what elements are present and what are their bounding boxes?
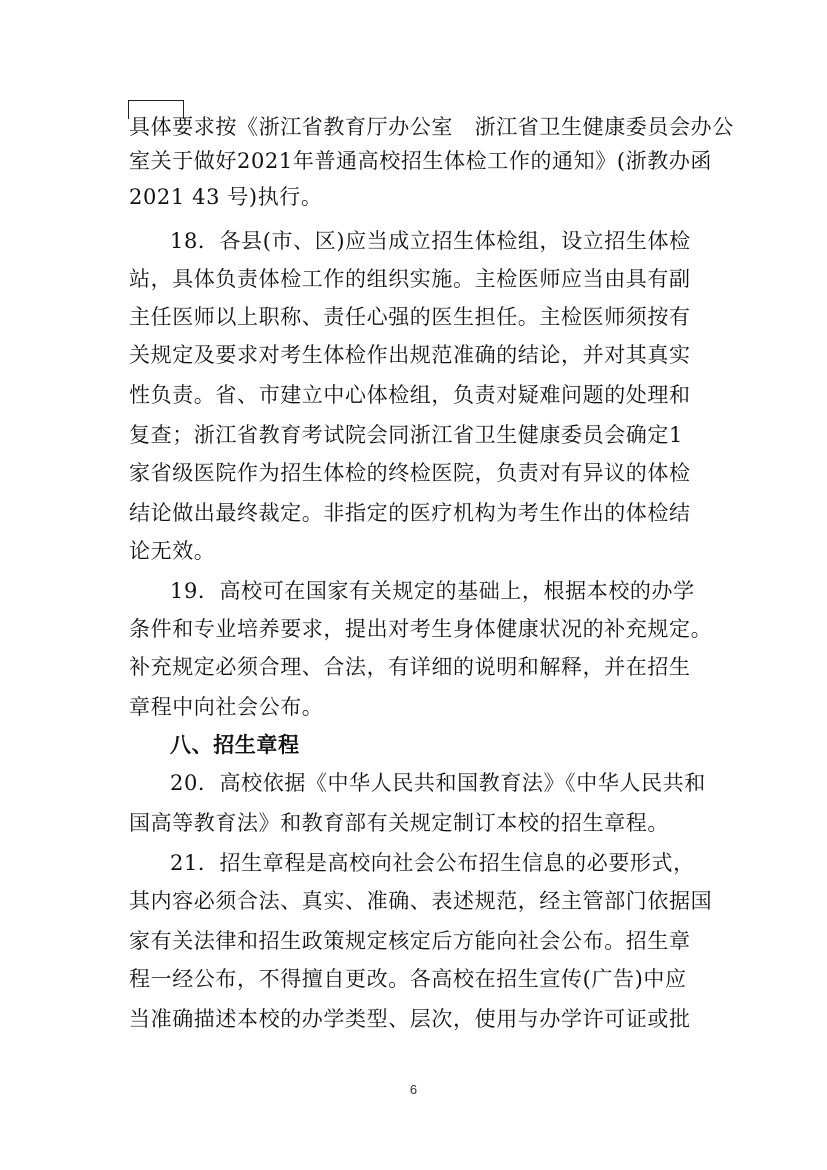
text-line: 家有关法律和招生政策规定核定后方能向社会公布。招生章 — [129, 929, 691, 953]
text-line: 论无效。 — [129, 539, 216, 563]
text-line: 站，具体负责体检工作的组织实施。主检医师应当由具有副 — [129, 267, 691, 291]
text-line: 国高等教育法》和教育部有关规定制订本校的招生章程。 — [129, 811, 669, 835]
text-line: 其内容必须合法、真实、准确、表述规范，经主管部门依据国 — [129, 889, 713, 913]
text-line: 复查；浙江省教育考试院会同浙江省卫生健康委员会确定1 — [129, 423, 683, 447]
paragraph-19-first-line: 19．高校可在国家有关规定的基础上，根据本校的办学 — [170, 579, 695, 603]
text-line: 程一经公布，不得擅自更改。各高校在招生宣传(广告)中应 — [129, 967, 687, 991]
page-number: 6 — [409, 1082, 418, 1097]
text-line: 结论做出最终裁定。非指定的医疗机构为考生作出的体检结 — [129, 501, 691, 525]
paragraph-20-first-line: 20．高校依据《中华人民共和国教育法》《中华人民共和 — [170, 771, 706, 795]
text-line: 家省级医院作为招生体检的终检医院，负责对有异议的体检 — [129, 461, 691, 485]
text-line: 关规定及要求对考生体检作出规范准确的结论，并对其真实 — [129, 343, 691, 367]
text-line: 具体要求按《浙江省教育厅办公室 浙江省卫生健康委员会办公 — [129, 115, 734, 139]
paragraph-21-first-line: 21．招生章程是高校向社会公布招生信息的必要形式， — [170, 851, 695, 875]
paragraph-18-first-line: 18．各县(市、区)应当成立招生体检组，设立招生体检 — [170, 229, 691, 253]
section-heading: 八、招生章程 — [170, 732, 300, 757]
text-line: 章程中向社会公布。 — [129, 695, 324, 719]
text-line: 条件和专业培养要求，提出对考生身体健康状况的补充规定。 — [129, 617, 713, 641]
text-line: 补充规定必须合理、合法，有详细的说明和解释，并在招生 — [129, 655, 691, 679]
text-line: 室关于做好2021年普通高校招生体检工作的通知》(浙教办函 — [129, 149, 713, 173]
text-line: 当准确描述本校的办学类型、层次，使用与办学许可证或批 — [129, 1007, 691, 1031]
text-line: 性负责。省、市建立中心体检组，负责对疑难问题的处理和 — [129, 383, 691, 407]
text-line: 主任医师以上职称、责任心强的医生担任。主检医师须按有 — [129, 305, 691, 329]
text-line: 2021 43 号)执行。 — [129, 185, 323, 209]
